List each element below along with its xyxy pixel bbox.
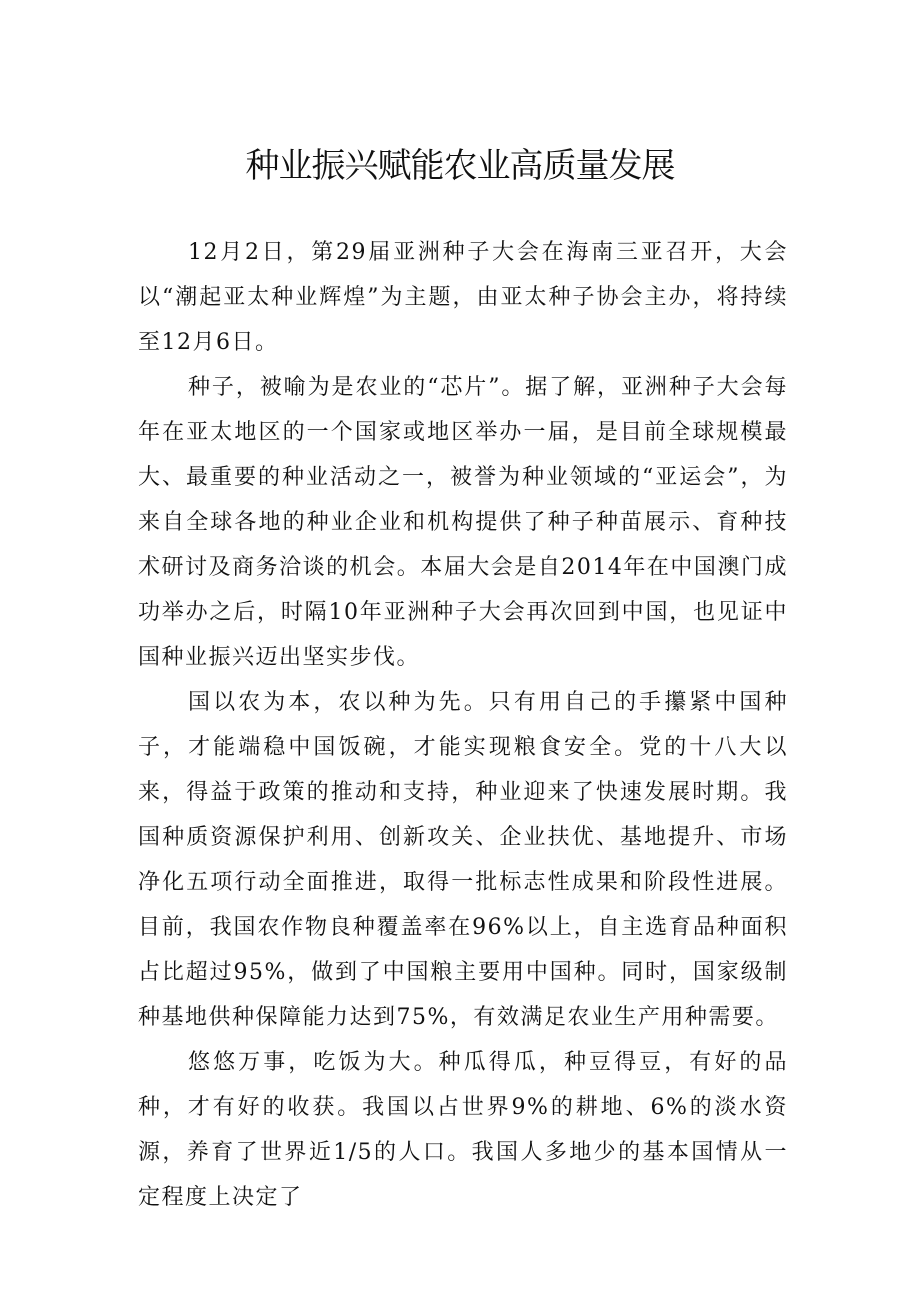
paragraph-1: 12月2日，第29届亚洲种子大会在海南三亚召开，大会以“潮起亚太种业辉煌”为主题，由亚太种子协会主办，将持续至12月6日。	[138, 240, 788, 355]
paragraph-2: 种子，被喻为是农业的“芯片”。据了解，亚洲种子大会每年在亚太地区的一个国家或地区举办一届，是目前全球规模最大、最重要的种业活动之一，被誉为种业领域的“亚运会”，为来自全球各地的种业企业和机构提供了种子种苗展示、育种技术研讨及商务洽谈的机会。本届大会是自2014年在中国澳门成功举办之后，时隔10年亚洲种子大会再次回到中国，也见证中国种业振兴迈出坚实步伐。	[138, 375, 788, 670]
paragraph-3: 国以农为本，农以种为先。只有用自己的手攥紧中国种子，才能端稳中国饭碗，才能实现粮食安全。党的十八大以来，得益于政策的推动和支持，种业迎来了快速发展时期。我国种质资源保护利用、创新攻关、企业扶优、基地提升、市场净化五项行动全面推进，取得一批标志性成果和阶段性进展。目前，我国农作物良种覆盖率在96%以上，自主选育品种面积占比超过95%，做到了中国粮主要用中国种。同时，国家级制种基地供种保障能力达到75%，有效满足农业生产用种需要。	[138, 690, 788, 1030]
paragraph-4: 悠悠万事，吃饭为大。种瓜得瓜，种豆得豆，有好的品种，才有好的收获。我国以占世界9%的耕地、6%的淡水资源，养育了世界近1/5的人口。我国人多地少的基本国情从一定程度上决定了	[138, 1050, 788, 1210]
page-title: 种业振兴赋能农业高质量发展	[245, 146, 675, 186]
article-body	[138, 230, 788, 1220]
